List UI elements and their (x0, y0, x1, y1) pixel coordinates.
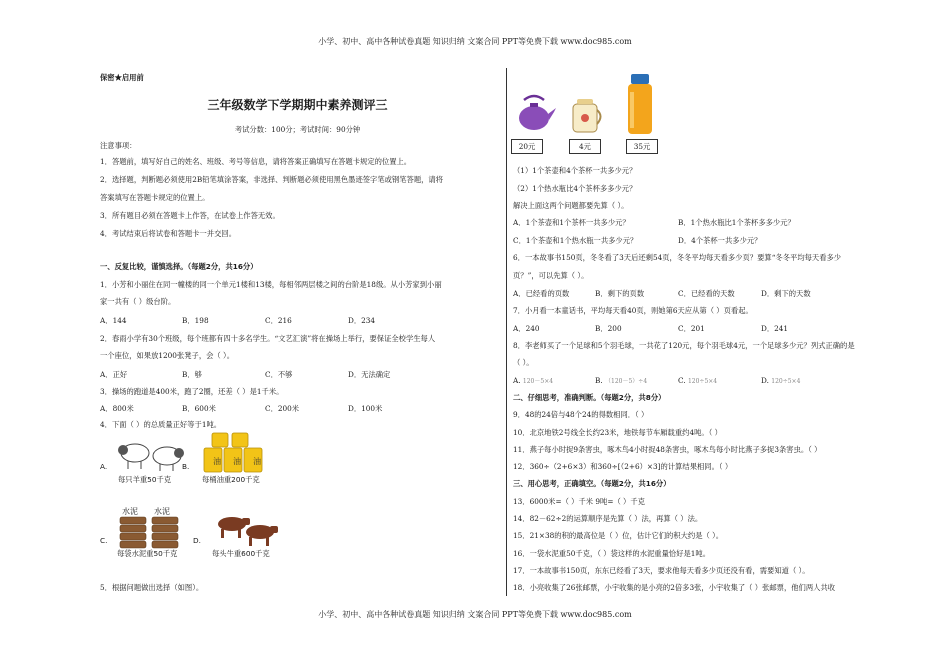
cows-image (212, 512, 284, 548)
q8-formula-b: （120－5）÷4 (605, 378, 648, 385)
q5-sub-1: （1）1个茶壶和4个茶杯一共多少元？ (513, 166, 637, 175)
cement-label: 水泥 (154, 507, 170, 516)
note-line: 4．考试结束后将试卷和答题卡一并交回。 (100, 229, 236, 238)
q4-caption-a: 每只羊重50千克 (118, 475, 172, 484)
q8-formula-a: 120－5×4 (522, 378, 554, 385)
section-1-heading: 一、反复比较，谨慎选择。（每题2分，共16分） (100, 262, 258, 271)
q4-caption-b: 每桶油重200千克 (202, 475, 260, 484)
q8-text: （ ）。 (513, 358, 534, 367)
q1-option-a[interactable]: A．144 (100, 316, 127, 325)
q6-option-c[interactable]: C．已经看的天数 (678, 289, 735, 298)
q3-text: 3．操场的跑道是400米，跑了2圈，还差（ ）是1千米。 (100, 387, 284, 396)
oil-barrels-image (202, 432, 264, 474)
q7-option-d[interactable]: D．241 (761, 324, 789, 333)
q6-option-d[interactable]: D．剩下的天数 (761, 289, 811, 298)
exam-info: 考试分数：100分；考试时间：90分钟 (234, 125, 361, 134)
fill-item: 16．一袋水泥重50千克，（ ）袋这样的水泥重量恰好是1吨。 (513, 549, 711, 558)
fill-item: 18．小亮收集了26张邮票，小宇收集的是小亮的2倍多3张，小宇收集了（ ）张邮票，他们两人共收 (513, 583, 836, 592)
q1-option-c[interactable]: C．216 (265, 316, 292, 325)
cement-bags-image (116, 505, 182, 549)
q8-formula-d: 120÷5×4 (771, 378, 801, 385)
q6-option-a[interactable]: A．已经看的页数 (513, 289, 570, 298)
notes-heading: 注意事项： (100, 141, 137, 150)
q8-option-letter: C. (678, 376, 686, 385)
q6-text: 页？”，可以先算（ ）。 (513, 271, 589, 280)
judge-item: 10．北京地铁2号线全长约23米，地铁每节车厢载重约4吨。（ ） (513, 428, 722, 437)
q5-option-d[interactable]: D．4个茶杯一共多少元？ (678, 236, 762, 245)
q7-option-c[interactable]: C．201 (678, 324, 705, 333)
q8-option-d[interactable] (761, 376, 800, 387)
note-line: 3．所有题目必须在答题卡上作答，在试卷上作答无效。 (100, 211, 280, 220)
q1-text: 1．小芳和小丽住在同一幢楼的同一个单元1楼和13楼，每相邻两层楼之间的台阶是18级。从小芳家到小丽 (100, 280, 442, 289)
sheep-icon (153, 447, 184, 471)
judge-item: 9．48的24倍与48个24的得数相同．（ ） (513, 410, 649, 419)
q4-text: 4．下面（ ）的总质量正好等于1吨。 (100, 420, 222, 429)
q7-option-a[interactable]: A．240 (513, 324, 540, 333)
q4-option-c-label[interactable]: C. (100, 536, 108, 545)
fill-item: 17．一本故事书150页，东东已经看了3天，要求他每天看多少页还没有看，需要知道（ ）。 (513, 566, 810, 575)
price-teacup: 4元 (569, 139, 601, 154)
q8-text: 8．李老师买了一个足球和5个羽毛球，一共花了120元，每个羽毛球4元，一个足球多少元？列式正确的是 (513, 341, 855, 350)
q5-option-b[interactable]: B．1个热水瓶比1个茶杯多多少元？ (678, 218, 795, 227)
q4-option-a-label[interactable]: A. (100, 462, 108, 471)
q2-text: 一个座位，如果放1200张凳子，会（ ）。 (100, 351, 234, 360)
q8-option-letter: B. (595, 376, 603, 385)
q6-option-b[interactable]: B．剩下的页数 (595, 289, 645, 298)
cement-label: 水泥 (122, 507, 138, 516)
q8-option-letter: A. (513, 376, 521, 385)
q2-option-c[interactable]: C．不够 (265, 370, 293, 379)
note-line: 答案填写在答题卡规定的位置上。 (100, 193, 210, 202)
q8-option-a[interactable] (513, 376, 553, 387)
oil-label: 油 (233, 457, 241, 466)
teacup-image (567, 98, 605, 134)
q2-option-d[interactable]: D．无法确定 (348, 370, 391, 379)
note-line: 1．答题前，填写好自己的姓名、班级、考号等信息，请将答案正确填写在答题卡规定的位置上。 (100, 157, 412, 166)
q1-text: 家一共有（ ）级台阶。 (100, 297, 176, 306)
q3-option-c[interactable]: C．200米 (265, 404, 300, 413)
q8-option-b[interactable] (595, 376, 647, 387)
page-header: 小学、初中、高中各种试卷真题 知识归纳 文案合同 PPT等免费下载 www.doc985.com (318, 37, 632, 46)
fill-item: 15．21×38的积的最高位是（ ）位，估计它们的积大约是（ ）。 (513, 531, 724, 540)
q5-option-a[interactable]: A．1个茶壶和1个茶杯一共多少元？ (513, 218, 630, 227)
q5-option-c[interactable]: C．1个茶壶和1个热水瓶一共多少元？ (513, 236, 638, 245)
section-2-heading: 二、仔细思考，准确判断。（每题2分，共8分） (513, 393, 666, 402)
cow-icon (246, 525, 278, 546)
sheep-icon (118, 444, 149, 469)
column-divider (506, 68, 507, 596)
q1-option-b[interactable]: B．198 (182, 316, 209, 325)
q7-text: 7．小月看一本童话书，平均每天看40页，则她第6天应从第（ ）页看起。 (513, 306, 753, 315)
fill-item: 14．82－62÷2的运算顺序是先算（ ）法，再算（ ）法。 (513, 514, 703, 523)
thermos-image (623, 72, 657, 136)
q5-sub-2: （2）1个热水瓶比4个茶杯多多少元？ (513, 184, 637, 193)
judge-item: 11．燕子每小时捉9条害虫，啄木鸟4小时捉48条害虫，啄木鸟每小时比燕子多捉3条害虫。（ ） (513, 445, 822, 454)
q4-option-b-label[interactable]: B. (182, 462, 190, 471)
q2-option-b[interactable]: B．够 (182, 370, 202, 379)
q3-option-d[interactable]: D．100米 (348, 404, 383, 413)
oil-label: 油 (253, 457, 261, 466)
q8-option-letter: D. (761, 376, 769, 385)
q2-option-a[interactable]: A．正好 (100, 370, 128, 379)
q1-option-d[interactable]: D．234 (348, 316, 376, 325)
note-line: 2．选择题，判断题必须使用2B铅笔填涂答案，非选择、判断题必须使用黑色墨迹签字笔或钢笔答题，请将 (100, 175, 444, 184)
q2-text: 2．春雨小学有30个班级，每个班都有四十多名学生。“文艺汇演”将在操场上举行，要保证全校学生每人 (100, 334, 436, 343)
cow-icon (218, 517, 250, 538)
fill-item: 13．6000米=（ ）千米 9吨=（ ）千克 (513, 497, 645, 506)
page-title: 三年级数学下学期期中素养测评三 (207, 98, 388, 112)
confidential-label: 保密★启用前 (100, 73, 144, 82)
kettle-image (512, 94, 556, 134)
judge-item: 12．360÷（2+6×3）和360÷[（2+6）×3]的计算结果相同。（ ） (513, 462, 733, 471)
q5-sub-3: 解决上面这两个问题都要先算（ ）。 (513, 201, 629, 210)
q5-text: 5．根据问题做出选择（如图）。 (100, 583, 204, 592)
q4-caption-d: 每头牛重600千克 (212, 549, 270, 558)
q8-formula-c: 120÷5×4 (687, 378, 718, 385)
page-footer: 小学、初中、高中各种试卷真题 知识归纳 文案合同 PPT等免费下载 www.doc985.com (318, 610, 632, 619)
price-thermos: 35元 (626, 139, 658, 154)
q4-option-d-label[interactable]: D. (193, 536, 201, 545)
price-kettle: 20元 (511, 139, 543, 154)
section-3-heading: 三、用心思考，正确填空。（每题2分，共16分） (513, 479, 671, 488)
q3-option-b[interactable]: B．600米 (182, 404, 216, 413)
q3-option-a[interactable]: A．800米 (100, 404, 134, 413)
q8-option-c[interactable] (678, 376, 717, 387)
q6-text: 6．一本故事书150页，冬冬看了3天后还剩54页，冬冬平均每天看多少页？要算“冬冬平均每天看多少 (513, 253, 842, 262)
oil-label: 油 (213, 457, 221, 466)
q4-caption-c: 每袋水泥重50千克 (117, 549, 178, 558)
q7-option-b[interactable]: B．200 (595, 324, 622, 333)
sheep-image (115, 438, 190, 472)
